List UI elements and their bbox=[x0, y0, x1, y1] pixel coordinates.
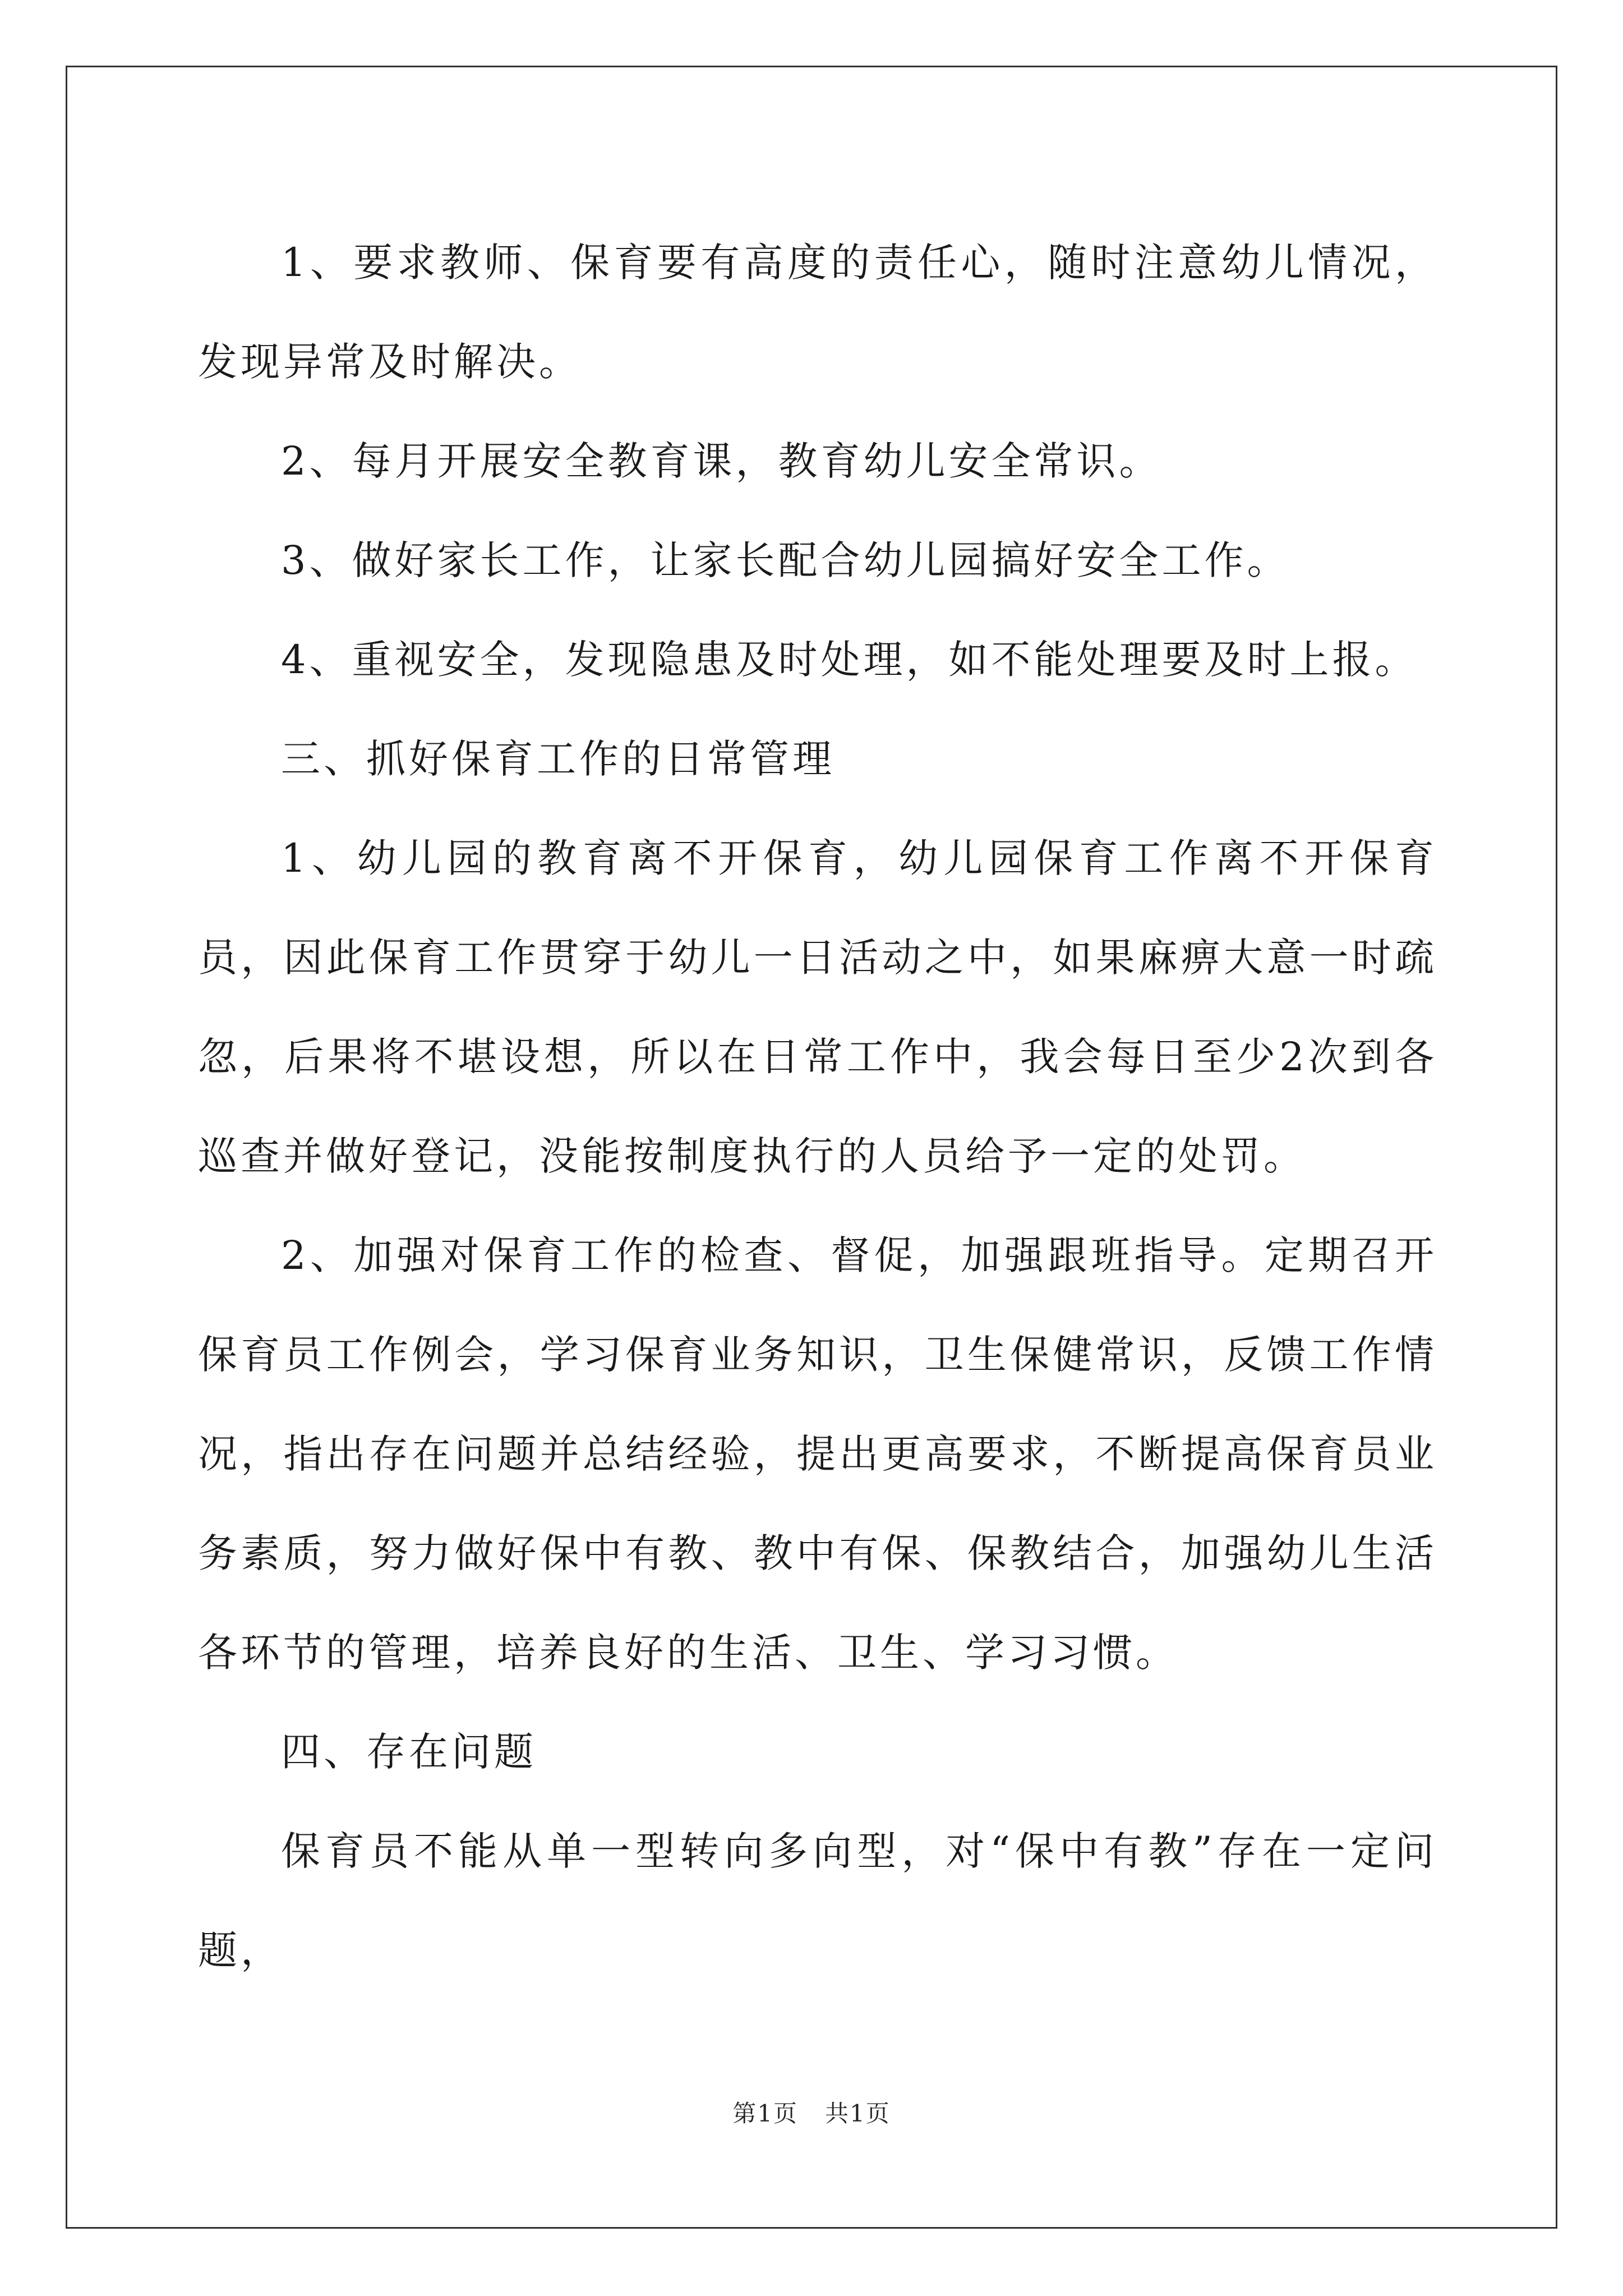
page-total: 共1页 bbox=[825, 2100, 891, 2127]
paragraph: 2、加强对保育工作的检查、督促，加强跟班指导。定期召开保育员工作例会，学习保育业务知识，卫生保健常识，反馈工作情况，指出存在问题并总结经验，提出更高要求，不断提高保育员业务素质，努力做好保中有教、教中有保、保教结合，加强幼儿生活各环节的管理，培养良好的生活、卫生、学习习惯。 bbox=[198, 1232, 1437, 1676]
section-heading: 三、抓好保育工作的日常管理 bbox=[281, 736, 835, 782]
paragraph: 1、要求教师、保育要有高度的责任心，随时注意幼儿情况，发现异常及时解决。 bbox=[198, 240, 1437, 385]
section-heading: 四、存在问题 bbox=[281, 1729, 537, 1775]
page-footer bbox=[0, 2095, 1623, 2129]
page-number: 第1页 bbox=[732, 2100, 798, 2127]
paragraph: 1、幼儿园的教育离不开保育，幼儿园保育工作离不开保育员，因此保育工作贯穿于幼儿一日活动之中，如果麻痹大意一时疏忽，后果将不堪设想，所以在日常工作中，我会每日至少2次到各巡查并做好登记，没能按制度执行的人员给予一定的处罚。 bbox=[198, 835, 1437, 1179]
paragraph: 保育员不能从单一型转向多向型，对“保中有教”存在一定问题， bbox=[198, 1828, 1437, 1973]
paragraph: 2、每月开展安全教育课，教育幼儿安全常识。 bbox=[281, 438, 1162, 484]
document-body bbox=[198, 213, 1437, 2000]
paragraph: 3、做好家长工作，让家长配合幼儿园搞好安全工作。 bbox=[281, 537, 1290, 583]
paragraph: 4、重视安全，发现隐患及时处理，如不能处理要及时上报。 bbox=[281, 637, 1418, 683]
